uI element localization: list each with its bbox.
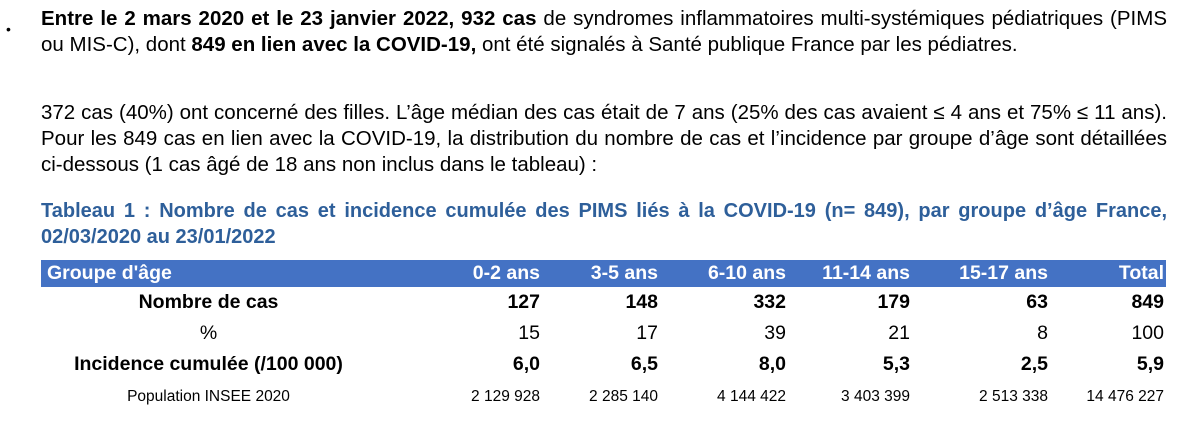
- table-header-row: [41, 260, 1166, 287]
- header-6-10: 6-10 ans: [707, 262, 786, 284]
- header-total: Total: [1118, 262, 1164, 284]
- table-cell: 17: [636, 322, 658, 344]
- intro-text-2: ont été signalés à Santé publique France par les pédiatres.: [476, 33, 1018, 56]
- details-paragraph: 372 cas (40%) ont concerné des filles. L’âge médian des cas était de 7 ans (25% des cas avaient ≤ 4 ans et 75% ≤ 11 ans). Pour les 849 cas en lien avec la COVID-19, la distribution du nombre de cas et l’incidence par groupe d’âge sont détaillées ci-dessous (1 cas âgé de 18 ans non inclus dans le tableau) :: [41, 101, 1167, 176]
- table-row-incidence: [41, 349, 1166, 380]
- table-cell: 14 476 227: [1086, 388, 1164, 405]
- table-cell: 6,5: [630, 353, 658, 375]
- table-cell: 2 285 140: [589, 388, 658, 405]
- table-cell: 63: [1026, 291, 1048, 313]
- table-cell: 15: [518, 322, 540, 344]
- row-label: %: [199, 322, 218, 344]
- intro-bold-dates: Entre le 2 mars 2020 et le 23 janvier 2022, 932 cas: [41, 7, 537, 30]
- bullet-icon: •: [6, 21, 11, 37]
- row-label: Population INSEE 2020: [127, 388, 290, 405]
- header-11-14: 11-14 ans: [822, 262, 910, 284]
- header-age-group: Groupe d'âge: [47, 262, 172, 284]
- table-cell: 4 144 422: [717, 388, 786, 405]
- table-cell: 5,3: [882, 353, 910, 375]
- table-cell: 148: [625, 291, 658, 313]
- table-cell: 8: [1037, 322, 1048, 344]
- table-row-percent: [41, 318, 1166, 349]
- table-cell: 6,0: [512, 353, 540, 375]
- table-cell: 100: [1131, 322, 1164, 344]
- table-cell: 21: [888, 322, 910, 344]
- table-cell: 179: [877, 291, 910, 313]
- table-cell: 332: [753, 291, 786, 313]
- table-cell: 2,5: [1020, 353, 1048, 375]
- table-cell: 2 513 338: [979, 388, 1048, 405]
- intro-bold-covid: 849 en lien avec la COVID-19,: [191, 33, 477, 56]
- table-cell: 8,0: [758, 353, 786, 375]
- table-cell: 127: [507, 291, 540, 313]
- table-row-case-count: [41, 287, 1166, 318]
- row-label: Nombre de cas: [138, 291, 279, 313]
- intro-text-1: de syndromes inflammatoires multi-systémiques pédiatriques (PIMS ou MIS-C), dont: [41, 7, 1168, 56]
- row-label: Incidence cumulée (/100 000): [74, 353, 343, 375]
- table-cell: 849: [1131, 291, 1164, 313]
- header-15-17: 15-17 ans: [959, 262, 1048, 284]
- pims-table: [41, 260, 1166, 414]
- table-cell: 2 129 928: [471, 388, 540, 405]
- table-cell: 5,9: [1136, 353, 1164, 375]
- table-cell: 3 403 399: [841, 388, 910, 405]
- table-caption: Tableau 1 : Nombre de cas et incidence cumulée des PIMS liés à la COVID-19 (n= 849), par groupe d’âge France, 02/03/2020 au 23/01/2022: [41, 200, 1167, 248]
- table-row-population: [41, 380, 1166, 414]
- table-cell: 39: [764, 322, 786, 344]
- header-0-2: 0-2 ans: [472, 262, 540, 284]
- header-3-5: 3-5 ans: [590, 262, 658, 284]
- intro-paragraph: [41, 6, 1167, 58]
